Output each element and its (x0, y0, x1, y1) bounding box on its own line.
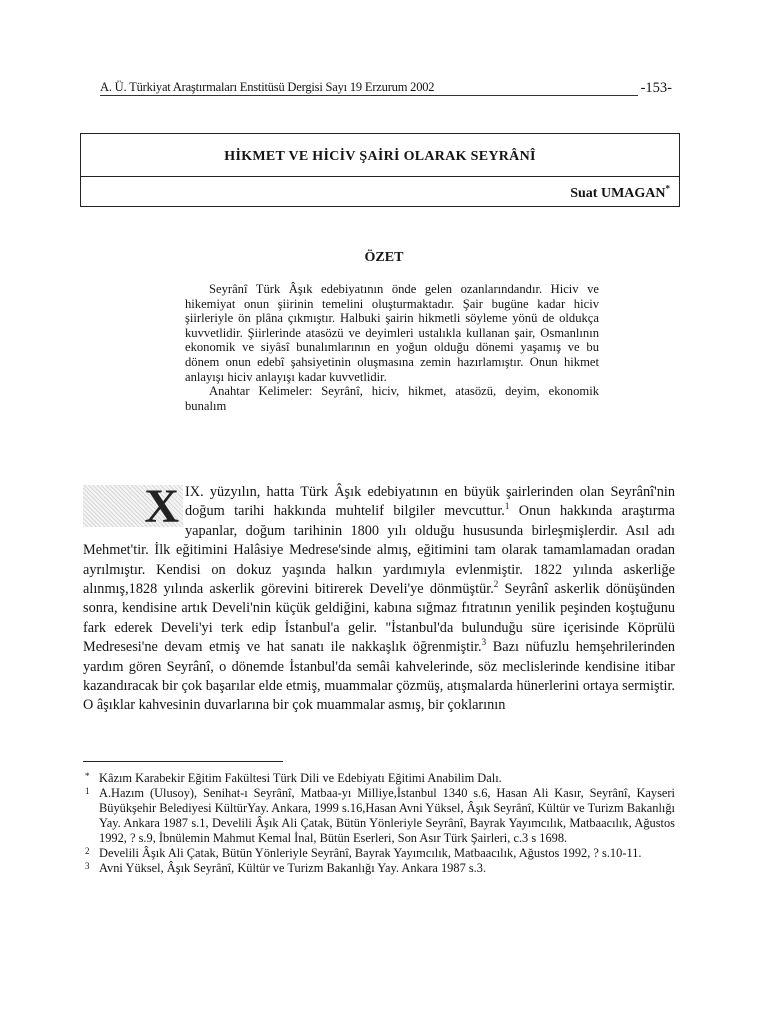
author-footnote-mark: * (665, 183, 670, 194)
footnote (83, 846, 675, 861)
footnote-mark: * (85, 771, 90, 781)
footnote-text: A.Hazım (Ulusoy), Senihat-ı Seyrânî, Matbaa-yı Milliye,İstanbul 1340 s.6, Hasan Ali Kasır, Seyrânî, Kayseri Büyükşehir Belediyesi KültürYay. Ankara, 1999 s.16,Hasan Avni Yüksel, Âşık Seyrânî, Kültür ve Turizm Bakanlığı Yay. Ankara 1987 s.1, Develili Âşık Ali Çatak, Bütün Yönleriyle Seyrânî, Bayrak Yayımcılık, Matbaacılık, Ağustos 1992, ? s.9, İbnülemin Mahmut Kemal İnal, Bütün Eserleri, Son Asır Türk Şairleri, c.3 s 1698. (99, 786, 675, 845)
title-box (80, 133, 680, 207)
footnote (83, 771, 675, 786)
footnote-text: Develili Âşık Ali Çatak, Bütün Yönleriyle Seyrânî, Bayrak Yayımcılık, Matbaacılık, Ağustos 1992, ? s.10-11. (99, 846, 642, 860)
article-author (570, 183, 670, 202)
footnote-text: Avni Yüksel, Âşık Seyrânî, Kültür ve Turizm Bakanlığı Yay. Ankara 1987 s.3. (99, 861, 487, 875)
abstract-heading: ÖZET (364, 250, 404, 265)
body-sentence: Bazı nüfuzlu hemşehrilerinden yardım gören Seyrânî, o dönemde İstanbul'da semâi kahvelerinde, söz meclislerinde kendisine itibar kazandıracak bir çok başarılar elde etmiş, muammalar çözmüş, atışmalarda hünerlerini ortaya sermiştir. O âşıklar kahvesinin duvarlarına bir çok muammalar asmış, bir çoklarının (83, 639, 675, 714)
footnote-ref[interactable]: 2 (493, 579, 499, 590)
footnote-mark: 3 (85, 861, 90, 871)
body-sentence: IX. yüzyılın, hatta Türk Âşık edebiyatının en büyük şairlerinden olan Seyrânî'nin doğum tarihi hakkında muhtelif bilgiler mevcuttur. (185, 484, 675, 520)
abstract (185, 282, 599, 413)
journal-citation: A. Ü. Türkiyat Araştırmaları Enstitüsü Dergisi Sayı 19 Erzurum 2002 (100, 80, 435, 94)
header-rule (100, 95, 638, 96)
body-sentence: Seyrânî askerlik dönüşünden sonra, kendisine artık Develi'nin küçük geldiğini, kabına sığmaz fıtratının yenilik peşinden koştuğunu fark ederek Develi'yi terk edip İstanbul'a gelir. "İstanbul'da bulunduğu süre içerisinde Köprülü Medresesi'ne devam etmiş ve hat sanatı ile nakkaşlık öğrenmiştir. (83, 581, 676, 656)
body-sentence: Onun hakkında araştırma yapanlar, doğum tarihinin 1800 yılı olduğu hususunda birleşmişlerdir. Asıl adı Mehmet'tir. İlk eğitimini Halâsiye Medrese'sinde almış, eğitimini tam olarak tamamlamadan oradan ayrılmıştır. Kendisi on dokuz yaşında halkın yardımıyla evlenmiştir. 1822 yılında askerliğe alınmış,1828 yılında askerlik görevini bitirerek Develi'ye dönmüştür. (83, 503, 675, 598)
drop-cap (83, 480, 183, 533)
page-number: -153- (640, 80, 672, 96)
footnote-rule (83, 761, 283, 762)
abstract-keywords: Anahtar Kelimeler: Seyrânî, hiciv, hikmet, atasözü, deyim, ekonomik bunalım (185, 384, 599, 413)
footnote-mark: 2 (85, 846, 90, 856)
footnotes (83, 771, 675, 876)
footnote-ref[interactable]: 1 (504, 501, 510, 512)
abstract-text: Seyrânî Türk Âşık edebiyatının önde gelen ozanlarındandır. Hiciv ve hikemiyat onun şiirinin temelini oluşturmaktadır. Şair bugüne kadar hiciv şiirleriyle ön plâna çıkmıştır. Halbuki şairin hikmetli söyleme yönü de oldukça kuvvetlidir. Şiirlerinde atasözü ve deyimleri ustalıkla kullanan şair, Osmanlının ekonomik ve siyâsî bunalımlarının en yoğun olduğu dönemi yaşamış ve bu dönem onun edebî şahsiyetinin oluşmasına zemin hazırlamıştır. Onun hikmet anlayışı hiciv anlayışı kadar kuvvetlidir. (185, 282, 599, 384)
footnote-ref[interactable]: 3 (481, 637, 487, 648)
body-paragraph (83, 480, 676, 716)
footnote (83, 786, 675, 846)
article-title: HİKMET VE HİCİV ŞAİRİ OLARAK SEYRÂNÎ (224, 149, 536, 164)
author-name: Suat UMAGAN (570, 186, 666, 201)
footnote-text: Kâzım Karabekir Eğitim Fakültesi Türk Dili ve Edebiyatı Eğitimi Anabilim Dalı. (99, 771, 502, 785)
drop-cap-letter: X (144, 480, 179, 533)
footnote (83, 861, 675, 876)
body-text (83, 480, 676, 716)
running-header (100, 80, 672, 100)
title-divider (81, 176, 679, 177)
footnote-mark: 1 (85, 786, 90, 796)
